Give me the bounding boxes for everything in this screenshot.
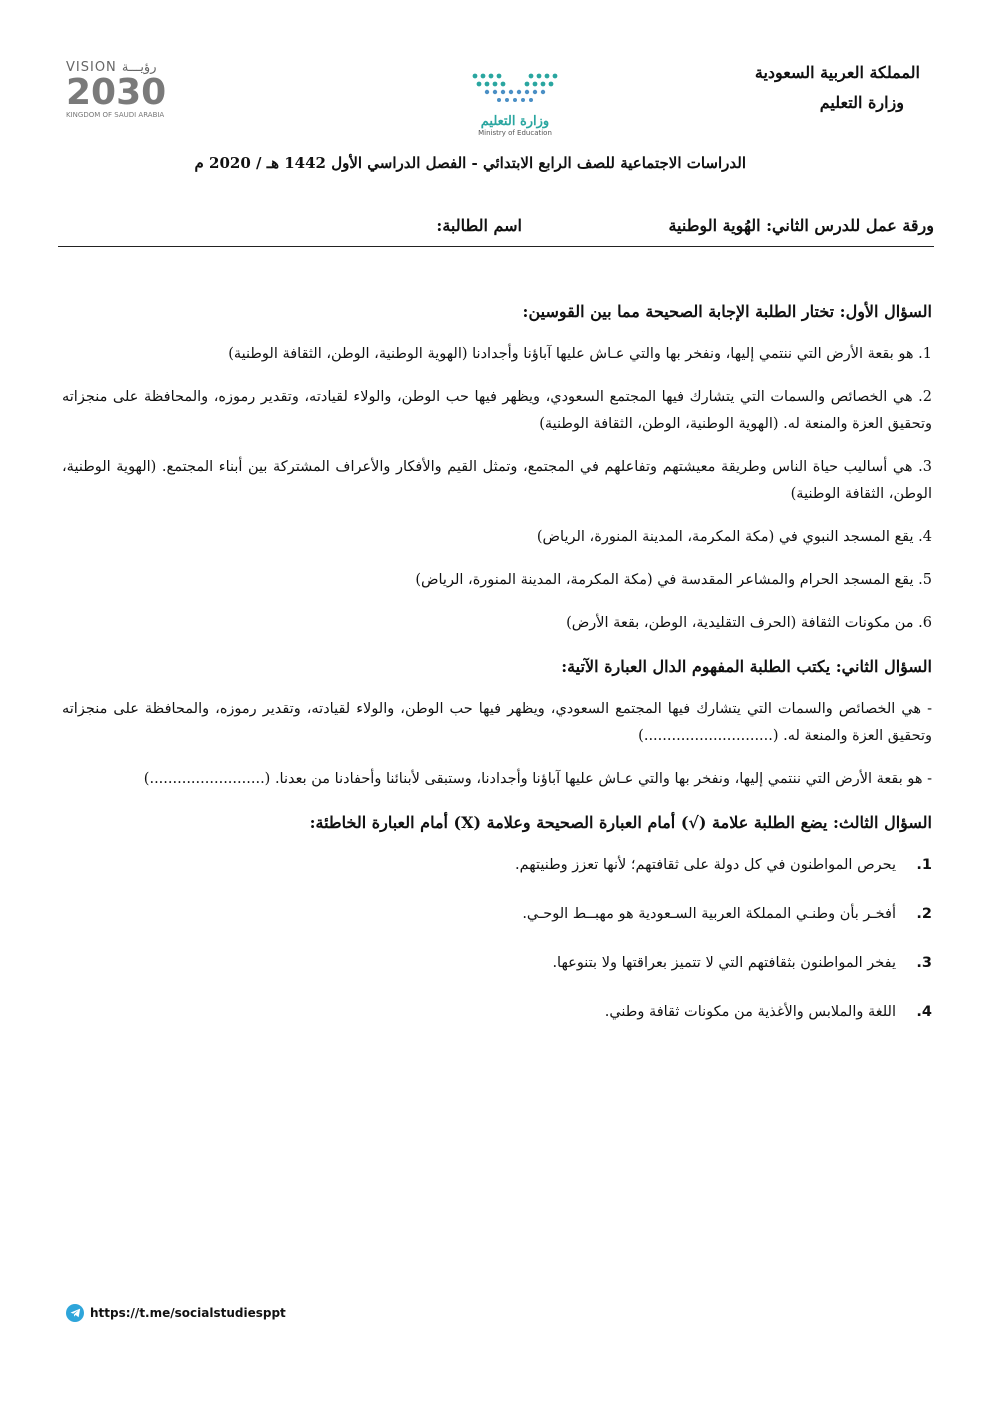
item-number: 1. (916, 857, 932, 873)
header-divider (58, 246, 934, 247)
telegram-link[interactable] (66, 1304, 286, 1322)
question-1-item: 2. هي الخصائص والسمات التي يتشارك فيها المجتمع السعودي، ويظهر فيها حب الوطن، والولاء لقيادته، وتقدير رموزه، والمحافظة على منجزاته وتحقيق العزة والمنعة له. (الهوية الوطنية، الوطن، الثقافة الوطنية) (62, 389, 932, 432)
ministry-name: وزارة التعليم (819, 93, 904, 112)
item-text: أفخـر بأن وطنـي المملكة العربية السـعودية هو مهبــط الوحـي. (522, 906, 896, 922)
question-1-item: 3. هي أساليب حياة الناس وطريقة معيشتهم وتفاعلهم في المجتمع، وتمثل القيم والأفكار والأعراف المشتركة بين أبناء المجتمع. (الهوية الوطنية، الوطن، الثقافة الوطنية) (62, 459, 932, 502)
question-2-item: - هو بقعة الأرض التي ننتمي إليها، ونفخر بها والتي عـاش عليها آباؤنا وأجدادنا، وستبقى لأبنائنا وأحفادنا من بعدنا. (.........................) (143, 771, 932, 787)
vision-2030-logo (66, 60, 178, 119)
header-ministry-block (755, 58, 920, 118)
question-1-item: 5. يقع المسجد الحرام والمشاعر المقدسة في (مكة المكرمة، المدينة المنورة، الرياض) (415, 572, 932, 588)
moe-logo-english: Ministry of Education (478, 129, 552, 137)
vision-label: VISION رؤيـــة (66, 60, 157, 75)
question-3-item (62, 950, 932, 977)
question-1-item: 4. يقع المسجد النبوي في (مكة المكرمة، المدينة المنورة، الرياض) (536, 529, 932, 545)
item-text: اللغة والملابس والأغذية من مكونات ثقافة وطني. (604, 1004, 896, 1020)
vision-year: 2030 (66, 72, 167, 113)
item-number: 4. (916, 1004, 932, 1020)
telegram-url[interactable]: https://t.me/socialstudiesppt (90, 1306, 286, 1320)
question-1-item: 1. هو بقعة الأرض التي ننتمي إليها، ونفخر بها والتي عـاش عليها آباؤنا وأجدادنا (الهوية الوطنية، الوطن، الثقافة الوطنية) (228, 346, 932, 362)
question-3-heading: السؤال الثالث: يضع الطلبة علامة (√) أمام العبارة الصحيحة وعلامة (X) أمام العبارة الخاطئة: (309, 813, 932, 832)
item-number: 3. (916, 955, 932, 971)
student-name-label: اسم الطالبة: (436, 216, 522, 235)
worksheet-title: ورقة عمل للدرس الثاني: الهُوية الوطنية (668, 216, 934, 235)
vision-kingdom: KINGDOM OF SAUDI ARABIA (66, 111, 165, 119)
question-2-item: - هي الخصائص والسمات التي يتشارك فيها المجتمع السعودي، ويظهر فيها حب الوطن، والولاء لقيادته، وتقدير رموزه، والمحافظة على منجزاته وتحقيق العزة والمنعة له. (............................) (62, 701, 932, 744)
item-number: 2. (916, 906, 932, 922)
question-3-item (62, 852, 932, 879)
question-3-item (62, 999, 932, 1026)
question-2-heading: السؤال الثاني: يكتب الطلبة المفهوم الدال العبارة الآتية: (561, 657, 932, 676)
telegram-icon (66, 1304, 84, 1322)
question-1-heading: السؤال الأول: تختار الطلبة الإجابة الصحيحة مما بين القوسين: (522, 302, 932, 321)
page-title: الدراسات الاجتماعية للصف الرابع الابتدائي - الفصل الدراسي الأول 1442 هـ / 2020 م (194, 154, 746, 172)
moe-dots-icon (467, 70, 563, 110)
question-3-item (62, 901, 932, 928)
ministry-of-education-logo (460, 70, 570, 137)
item-text: يحرص المواطنون في كل دولة على ثقافتهم؛ لأنها تعزز وطنيتهم. (515, 857, 896, 873)
moe-logo-arabic: وزارة التعليم (480, 114, 550, 129)
worksheet-body (62, 298, 932, 1048)
kingdom-name: المملكة العربية السعودية (754, 63, 920, 82)
question-1-item: 6. من مكونات الثقافة (الحرف التقليدية، الوطن، بقعة الأرض) (566, 615, 932, 631)
item-text: يفخر المواطنون بثقافتهم التي لا تتميز بعراقتها ولا بتنوعها. (552, 955, 896, 971)
